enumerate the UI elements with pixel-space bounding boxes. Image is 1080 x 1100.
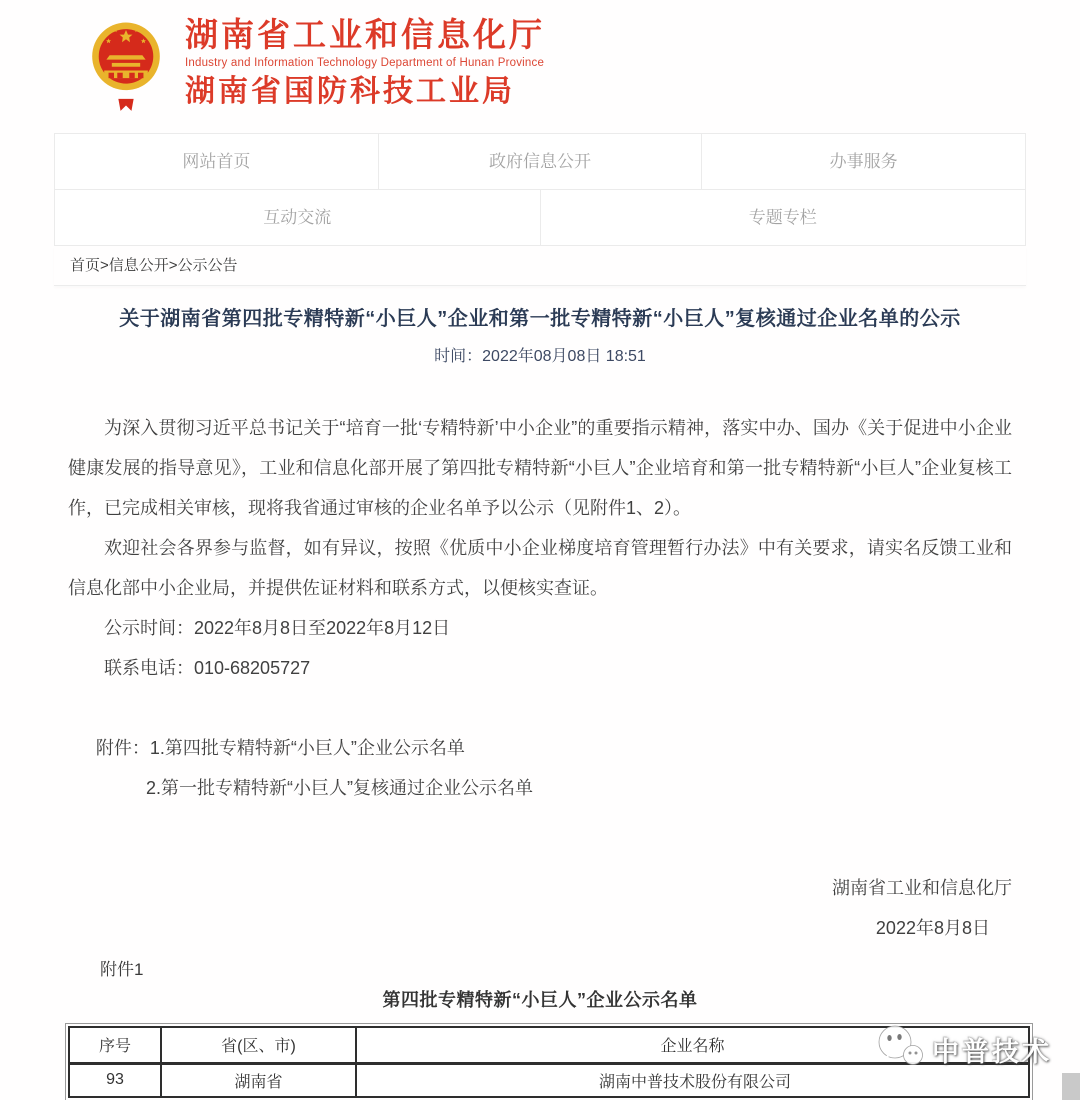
roster-table-wrap — [68, 1026, 1030, 1098]
nav-item-home[interactable]: 网站首页 — [54, 133, 379, 190]
main-nav — [54, 133, 1026, 246]
org-name-cn-secondary: 湖南省国防科技工业局 — [185, 75, 515, 108]
table-row — [69, 1063, 1029, 1097]
attachment1-label: 附件1 — [100, 960, 144, 979]
org-name-english: Industry and Information Technology Department of Hunan Province — [185, 57, 545, 69]
article-title: 关于湖南省第四批专精特新“小巨人”企业和第一批专精特新“小巨人”复核通过企业名单的公示 — [119, 308, 961, 330]
cell-company: 湖南中普技术股份有限公司 — [356, 1063, 1029, 1097]
header-cell-province: 省(区、市) — [161, 1027, 356, 1063]
site-header — [0, 0, 1080, 133]
attachment-list-line-1: 附件：1.第四批专精特新“小巨人”企业公示名单 — [95, 738, 465, 758]
nav-row-2 — [54, 190, 1026, 246]
header-cell-seq: 序号 — [69, 1027, 161, 1063]
breadcrumb[interactable]: 首页>信息公开>公示公告 — [54, 246, 1026, 286]
org-title-block — [185, 16, 545, 110]
publicity-period-line: 公示时间：2022年8月8日至2022年8月12日 — [104, 618, 451, 638]
nav-row-1 — [54, 133, 1026, 190]
watermark-text: 中普技术 — [932, 1037, 1052, 1067]
nav-item-services[interactable]: 办事服务 — [701, 133, 1026, 190]
header-cell-company: 企业名称 — [356, 1027, 1029, 1063]
paragraph-1: 为深入贯彻习近平总书记关于“培育一批‘专精特新’中小企业”的重要指示精神，落实中办、国办《关于促进中小企业健康发展的指导意见》，工业和信息化部开展了第四批专精特新“小巨人”企业培育和第一批专精特新“小巨人”企业复核工作，已完成相关审核，现将我省通过审核的企业名单予以公示（见附件1、2）。 — [68, 418, 1012, 518]
document-body — [68, 408, 1012, 808]
blank-line — [68, 688, 1012, 728]
nav-item-special-columns[interactable]: 专题专栏 — [540, 189, 1027, 246]
signature-organization: 湖南省工业和信息化厅 — [832, 878, 1012, 898]
signature-block — [0, 868, 1080, 948]
org-name-cn-primary: 湖南省工业和信息化厅 — [185, 16, 545, 53]
corner-scroll-block — [1062, 1073, 1080, 1100]
attachment1-table-title: 第四批专精特新“小巨人”企业公示名单 — [382, 990, 698, 1010]
article-time: 时间：2022年08月08日 18:51 — [434, 348, 646, 365]
nav-item-interaction[interactable]: 互动交流 — [54, 189, 541, 246]
national-emblem-icon — [90, 16, 162, 117]
table-header-row — [69, 1027, 1029, 1063]
nav-item-gov-info[interactable]: 政府信息公开 — [378, 133, 703, 190]
signature-date: 2022年8月8日 — [875, 918, 990, 938]
contact-phone-line: 联系电话：010-68205727 — [104, 658, 311, 678]
cell-seq: 93 — [69, 1063, 161, 1097]
attachment-list-line-2: 2.第一批专精特新“小巨人”复核通过企业公示名单 — [146, 778, 533, 798]
paragraph-2: 欢迎社会各界参与监督，如有异议，按照《优质中小企业梯度培育管理暂行办法》中有关要求，请实名反馈工业和信息化部中小企业局，并提供佐证材料和联系方式，以便核实查证。 — [68, 538, 1012, 598]
roster-table — [68, 1026, 1030, 1098]
cell-province: 湖南省 — [161, 1063, 356, 1097]
